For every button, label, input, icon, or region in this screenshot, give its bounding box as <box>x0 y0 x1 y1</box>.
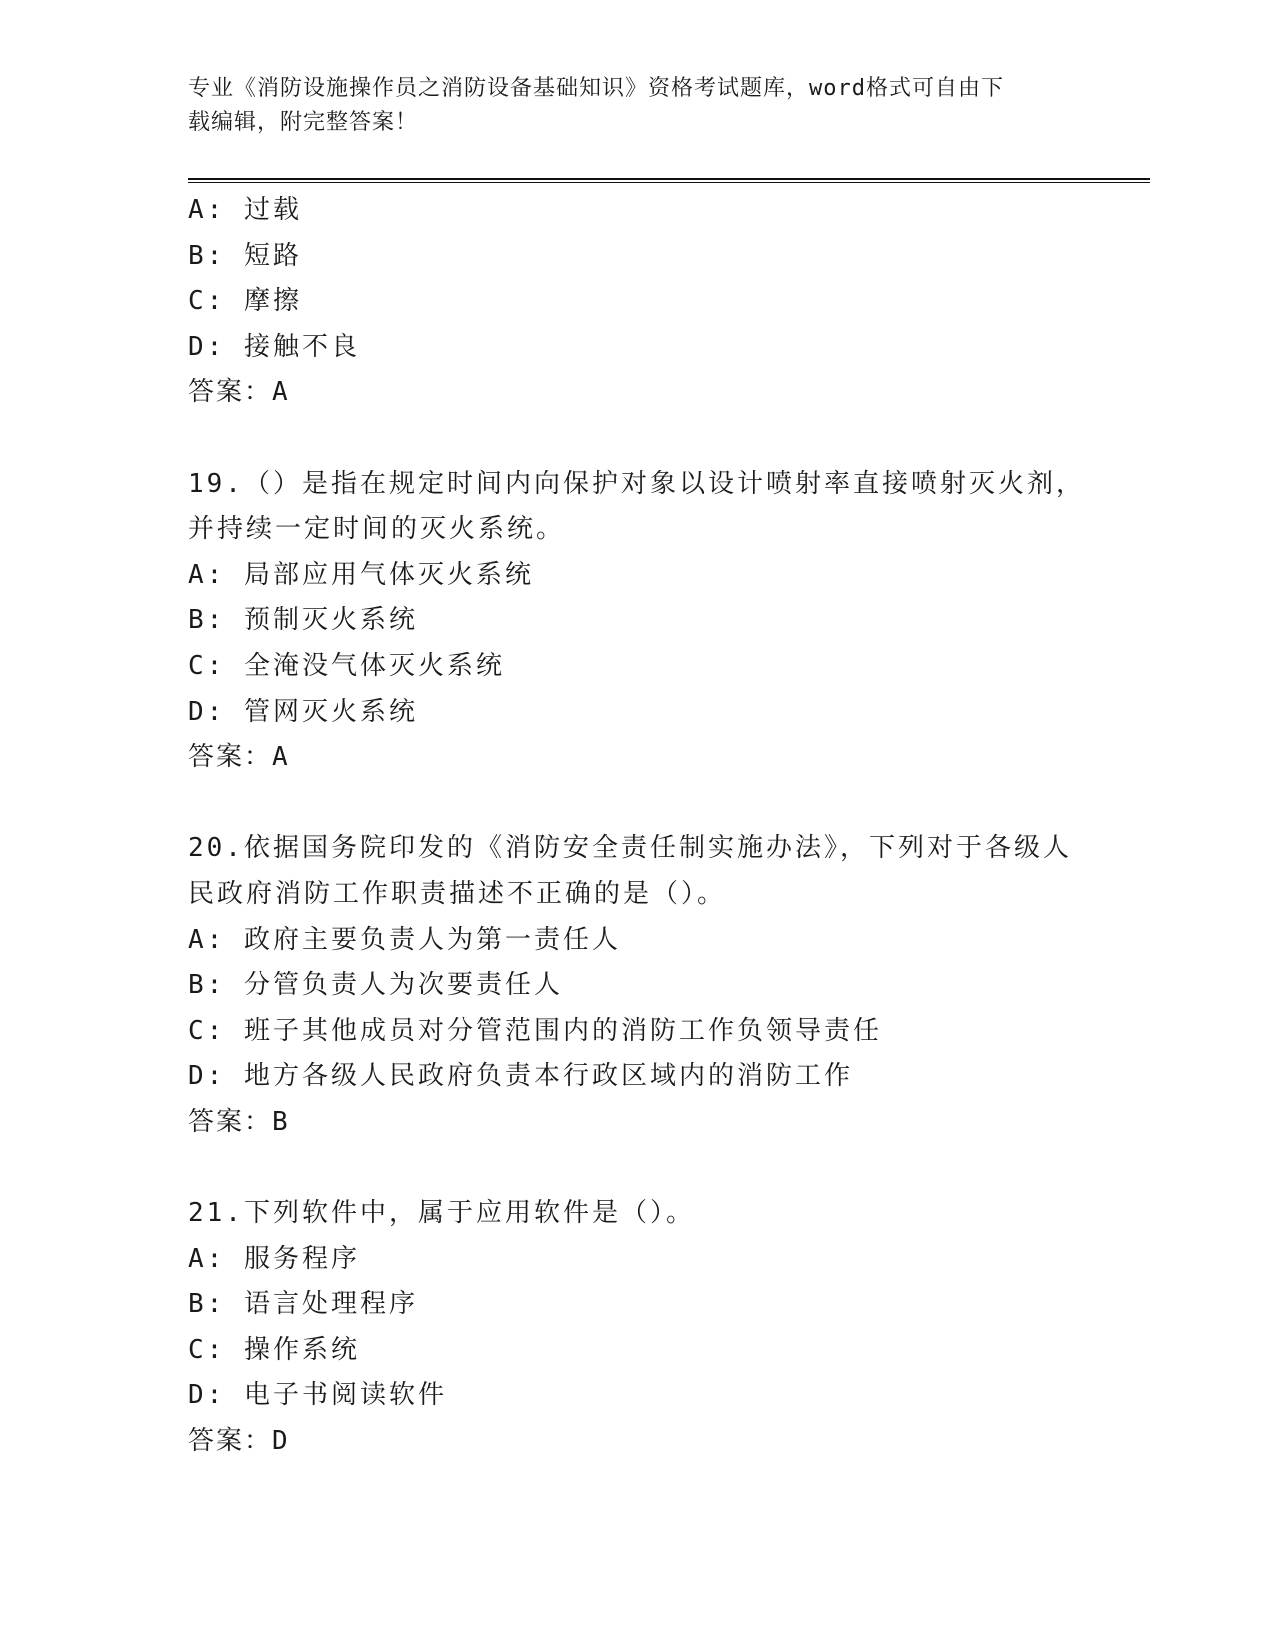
header-divider-thin <box>188 182 1150 183</box>
option-d: D: 电子书阅读软件 <box>188 1380 447 1411</box>
question-stem-line-1: 21.下列软件中，属于应用软件是（）。 <box>188 1198 695 1229</box>
header-divider-thick <box>188 178 1150 180</box>
answer-line: 答案：D <box>188 1426 290 1457</box>
answer-line: 答案：A <box>188 742 290 773</box>
header-line-1: 专业《消防设施操作员之消防设备基础知识》资格考试题库，word格式可自由下 <box>188 76 1004 101</box>
spacer <box>188 1145 1128 1191</box>
option-c: C: 全淹没气体灭火系统 <box>188 650 505 681</box>
option-b: B: 分管负责人为次要责任人 <box>188 970 563 1001</box>
option-a: A: 服务程序 <box>188 1243 360 1274</box>
option-a: A: 局部应用气体灭火系统 <box>188 559 534 590</box>
option-c: C: 操作系统 <box>188 1334 360 1365</box>
document-header <box>188 72 1068 140</box>
spacer <box>188 781 1128 827</box>
question-block-21 <box>188 1191 1128 1465</box>
question-block-18 <box>188 188 1128 416</box>
option-d: D: 管网灭火系统 <box>188 696 418 727</box>
option-c: C: 班子其他成员对分管范围内的消防工作负领导责任 <box>188 1015 882 1046</box>
option-d: D: 接触不良 <box>188 331 360 362</box>
question-stem-line-1: 19.（）是指在规定时间内向保护对象以设计喷射率直接喷射灭火剂， <box>188 468 1085 499</box>
option-b: B: 短路 <box>188 240 302 271</box>
header-line-2: 载编辑，附完整答案！ <box>188 110 419 135</box>
spacer <box>188 416 1128 462</box>
question-block-19 <box>188 462 1128 781</box>
option-c: C: 摩擦 <box>188 286 302 317</box>
question-list <box>188 188 1128 1465</box>
option-d: D: 地方各级人民政府负责本行政区域内的消防工作 <box>188 1061 853 1092</box>
option-b: B: 语言处理程序 <box>188 1289 418 1320</box>
option-a: A: 政府主要负责人为第一责任人 <box>188 924 621 955</box>
question-stem-line-2: 并持续一定时间的灭火系统。 <box>188 514 566 545</box>
answer-line: 答案：B <box>188 1106 290 1137</box>
question-block-20 <box>188 826 1128 1145</box>
answer-line: 答案：A <box>188 377 290 408</box>
option-a: A: 过载 <box>188 195 302 225</box>
question-stem-line-1: 20.依据国务院印发的《消防安全责任制实施办法》，下列对于各级人 <box>188 833 1072 864</box>
question-stem-line-2: 民政府消防工作职责描述不正确的是（）。 <box>188 878 727 909</box>
option-b: B: 预制灭火系统 <box>188 605 418 636</box>
